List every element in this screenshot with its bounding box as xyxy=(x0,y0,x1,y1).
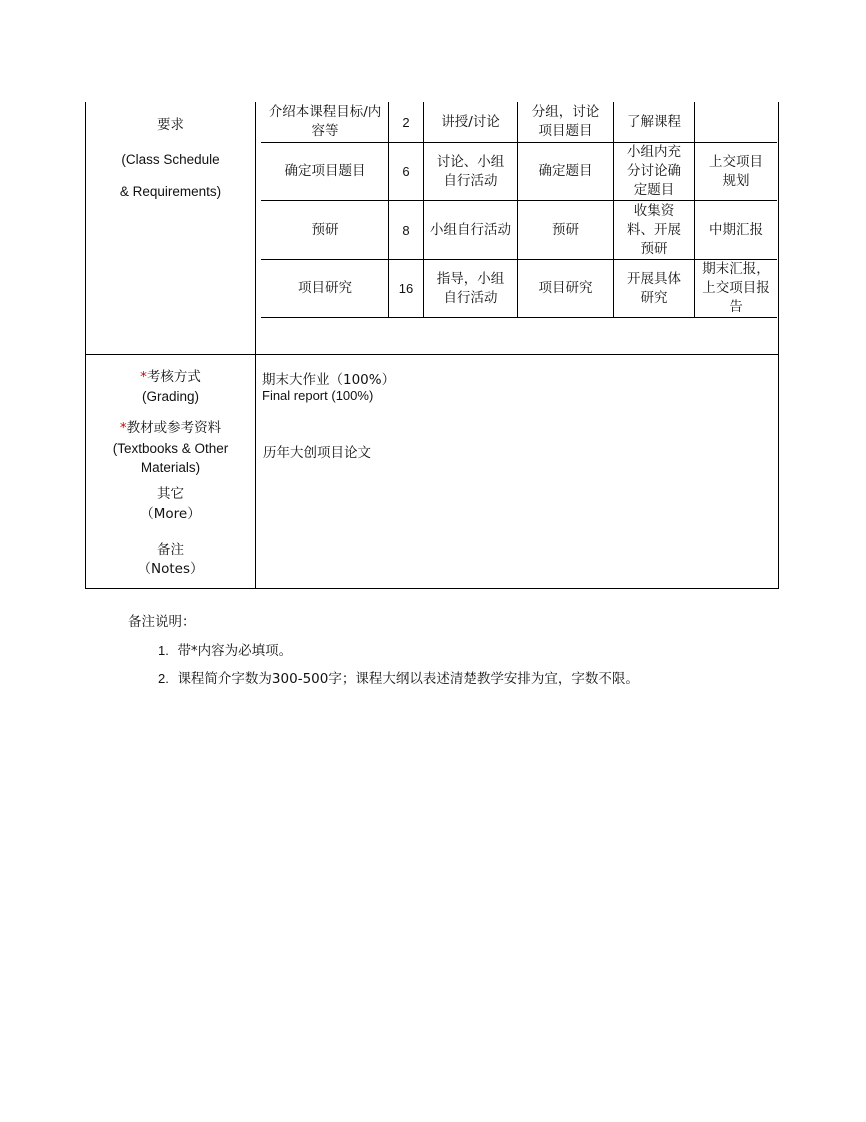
schedule-activity-cell: 预研 xyxy=(552,221,579,238)
required-star: * xyxy=(140,369,147,385)
schedule-method-cell: 讨论、小组自行活动 xyxy=(436,153,505,189)
grading-label-en: (Grading) xyxy=(141,389,200,404)
schedule-content-cell: 确定项目题目 xyxy=(284,163,366,179)
schedule-content-cell: 介绍本课程目标/内容等 xyxy=(268,104,382,139)
grading-value-cn: 期末大作业（100%） xyxy=(262,372,396,388)
schedule-activity-cell: 项目研究 xyxy=(538,280,593,296)
footnote-text: 课程简介字数为300-500字；课程大纲以表述清楚教学安排为宜，字数不限。 xyxy=(177,671,639,687)
schedule-method-cell: 小组自行活动 xyxy=(430,221,511,238)
schedule-output-cell: 期末汇报，上交项目报告 xyxy=(702,261,770,315)
grading-value-en: Final report (100%) xyxy=(262,388,374,403)
schedule-hours-cell: 6 xyxy=(402,164,410,179)
schedule-content-cell: 项目研究 xyxy=(298,280,352,296)
footnote-text: 带*内容为必填项。 xyxy=(177,643,293,659)
table-section-divider xyxy=(85,354,779,355)
more-label-en: （More） xyxy=(140,506,201,522)
schedule-content-cell: 预研 xyxy=(311,221,339,238)
schedule-activity-cell: 分组，讨论项目题目 xyxy=(531,104,600,139)
schedule-method-cell: 指导，小组自行活动 xyxy=(436,270,505,306)
textbooks-value: 历年大创项目论文 xyxy=(263,445,371,461)
textbooks-label-cn: *教材或参考资料 xyxy=(119,420,222,436)
schedule-hours-cell: 16 xyxy=(398,281,414,296)
schedule-hours-cell: 2 xyxy=(402,114,410,130)
footnote-number: 2. xyxy=(158,671,169,686)
schedule-student-cell: 小组内充分讨论确定题目 xyxy=(627,144,681,198)
textbooks-label-en-1: (Textbooks & Other xyxy=(112,441,229,456)
textbooks-label-en-2: Materials) xyxy=(140,460,201,475)
schedule-student-cell: 开展具体研究 xyxy=(627,270,681,306)
schedule-student-cell: 收集资料、开展预研 xyxy=(627,202,681,257)
notes-label-cn: 备注 xyxy=(157,542,184,558)
requirements-label-en-1: (Class Schedule xyxy=(121,152,220,167)
schedule-method-cell: 讲授/讨论 xyxy=(441,113,500,130)
schedule-output-cell: 上交项目规划 xyxy=(709,153,763,189)
schedule-hours-cell: 8 xyxy=(402,222,410,238)
required-star: * xyxy=(119,420,127,436)
schedule-output-cell xyxy=(695,102,777,142)
schedule-output-cell: 中期汇报 xyxy=(709,221,763,238)
footnote-item xyxy=(158,639,292,659)
schedule-student-cell: 了解课程 xyxy=(627,113,681,130)
table-bottom-border xyxy=(85,588,779,589)
schedule-activity-cell: 确定题目 xyxy=(538,163,593,179)
table-right-border xyxy=(778,102,779,588)
footnote-item xyxy=(158,667,639,687)
grading-label-cn: *考核方式 xyxy=(140,369,201,385)
notes-label-en: （Notes） xyxy=(137,561,204,577)
requirements-label-cn: 要求 xyxy=(157,117,184,133)
schedule-row-line xyxy=(261,317,777,318)
requirements-label-en-2: & Requirements) xyxy=(119,184,222,199)
footnotes-title: 备注说明： xyxy=(128,614,196,630)
more-label-cn: 其它 xyxy=(157,486,184,502)
footnote-number: 1. xyxy=(158,643,169,658)
table-divider-vertical xyxy=(255,102,256,588)
